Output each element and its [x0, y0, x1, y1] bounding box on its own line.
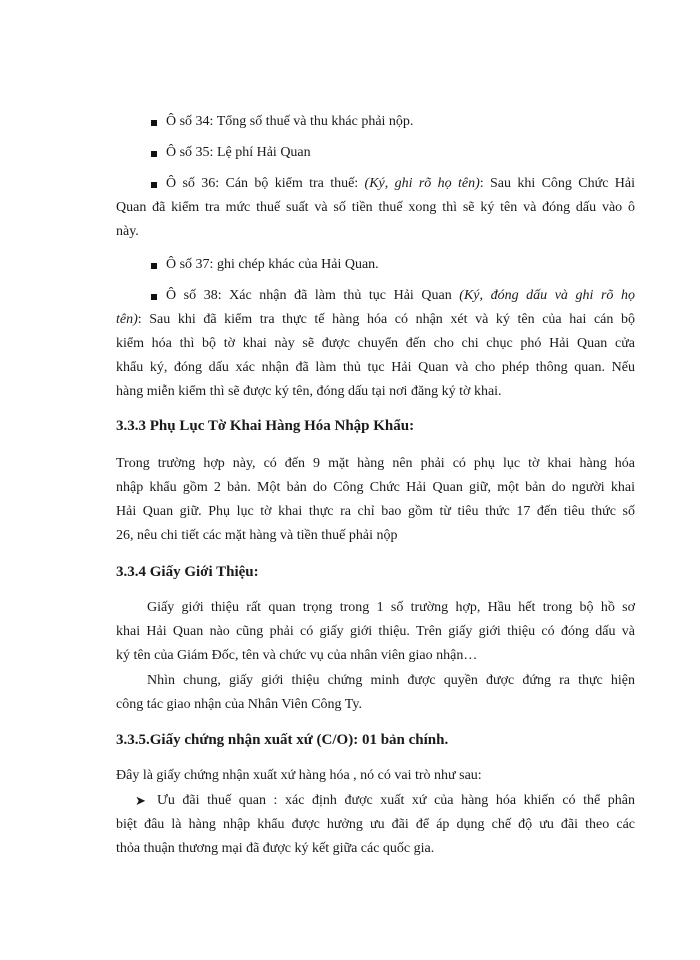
section-333-line: Hải Quan giữ. Phụ lục tờ khai thực ra chỉ bao gồm từ tiêu thức 17 đến tiêu thức số — [116, 504, 635, 519]
bullet-o34: Ô số 34: Tổng số thuế và thu khác phải nộp. — [166, 114, 414, 129]
bullet-o36-line3: này. — [116, 224, 139, 239]
section-heading-335: 3.3.5.Giấy chứng nhận xuất xứ (C/O): 01 bản chính. — [116, 732, 449, 748]
section-334-line: khai Hải Quan nào cũng phải có giấy giới thiệu. Trên giấy giới thiệu có đóng dấu và — [116, 624, 635, 639]
bullet-o38-line4: khẩu ký, đóng dấu xác nhận đã làm thủ tục Hải Quan và cho phép thông quan. Nếu — [116, 360, 635, 375]
section-333-line: nhập khẩu gồm 2 bản. Một bản do Công Chức Hải Quan giữ, một bản do người khai — [116, 480, 635, 495]
section-334-line: Giấy giới thiệu rất quan trọng trong 1 số trường hợp, Hầu hết trong bộ hồ sơ — [147, 600, 635, 615]
section-334-line: ký tên của Giám Đốc, tên và chức vụ của nhân viên giao nhận… — [116, 648, 478, 663]
section-335-arrow-line: biệt đâu là hàng nhập khẩu được hưởng ưu đãi để áp dụng chế độ ưu đãi theo các — [116, 817, 635, 832]
bullet-o38-line1: Ô số 38: Xác nhận đã làm thủ tục Hải Quan (Ký, đóng dấu và ghi rõ họ — [166, 288, 635, 303]
section-334-line: Nhìn chung, giấy giới thiệu chứng minh được quyền được đứng ra thực hiện — [147, 673, 635, 688]
bullet-o38-line3: kiểm hóa thì bộ tờ khai này sẽ được chuyển đến cho chi chục phó Hải Quan cửa — [116, 336, 635, 351]
section-335-arrow-line: Ưu đãi thuế quan : xác định được xuất xứ của hàng hóa khiến có thể phân — [157, 793, 635, 808]
square-bullet-icon — [151, 294, 157, 300]
square-bullet-icon — [151, 120, 157, 126]
bullet-o38-line2: tên): Sau khi đã kiểm tra thực tế hàng hóa có nhận xét và ký tên của hai cán bộ — [116, 312, 635, 327]
section-335-intro: Đây là giấy chứng nhận xuất xứ hàng hóa , nó có vai trò như sau: — [116, 768, 482, 783]
bullet-o36-line2: Quan đã kiểm tra mức thuế suất và số tiền thuế xong thì sẽ ký tên và đóng dấu vào ô — [116, 200, 635, 215]
square-bullet-icon — [151, 263, 157, 269]
bullet-o35: Ô số 35: Lệ phí Hải Quan — [166, 145, 311, 160]
square-bullet-icon — [151, 151, 157, 157]
section-335-arrow-line: thỏa thuận thương mại đã được ký kết giữa các quốc gia. — [116, 841, 435, 856]
section-heading-334: 3.3.4 Giấy Giới Thiệu: — [116, 564, 259, 580]
bullet-o36-line1: Ô số 36: Cán bộ kiểm tra thuế: (Ký, ghi rõ họ tên): Sau khi Công Chức Hải — [166, 176, 635, 191]
square-bullet-icon — [151, 182, 157, 188]
arrow-bullet-icon: ➤ — [135, 793, 146, 808]
section-334-line: công tác giao nhận của Nhân Viên Công Ty. — [116, 697, 362, 712]
section-heading-333: 3.3.3 Phụ Lục Tờ Khai Hàng Hóa Nhập Khẩu: — [116, 418, 415, 434]
bullet-o38-line5: hàng miễn kiểm thì sẽ được ký tên, đóng dấu tại nơi đăng ký tờ khai. — [116, 384, 502, 399]
bullet-o37: Ô số 37: ghi chép khác của Hải Quan. — [166, 257, 379, 272]
section-333-line: 26, nêu chi tiết các mặt hàng và tiền thuế phải nộp — [116, 528, 398, 543]
section-333-line: Trong trường hợp này, có đến 9 mặt hàng nên phải có phụ lục tờ khai hàng hóa — [116, 456, 635, 471]
